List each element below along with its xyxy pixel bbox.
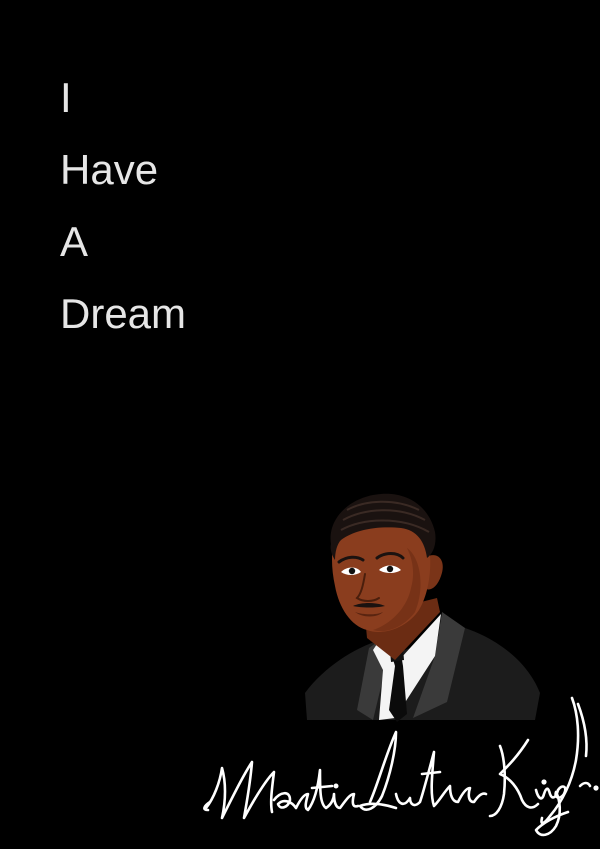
title-line-1: I (60, 74, 72, 121)
poster-title (60, 62, 186, 350)
signature (200, 690, 600, 845)
title-line-2: Have (60, 146, 159, 193)
title-line-4: Dream (60, 290, 187, 337)
title-line-3: A (60, 218, 89, 265)
